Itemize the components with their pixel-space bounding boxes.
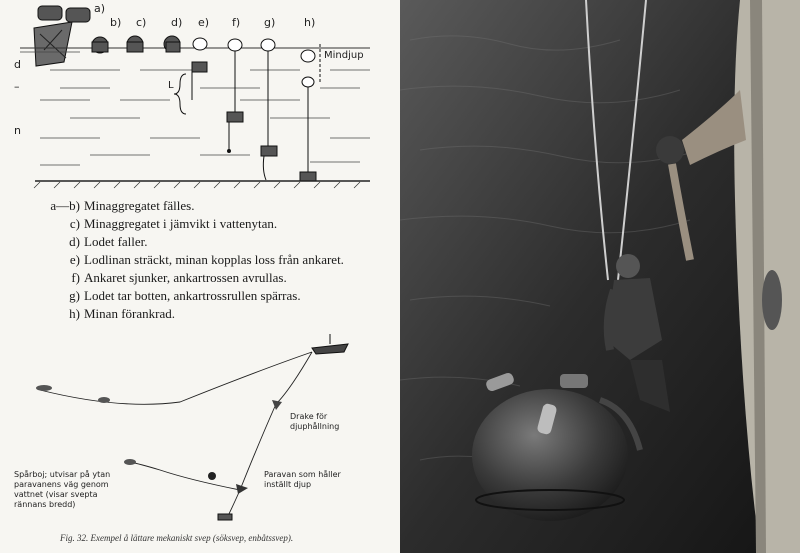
photo-illustration bbox=[400, 0, 800, 553]
legend-key: c) bbox=[69, 216, 80, 231]
drake-icon bbox=[272, 400, 282, 410]
boat-icon bbox=[218, 514, 232, 520]
legend-text: Ankaret sjunker, ankartrossen avrullas. bbox=[84, 270, 287, 285]
mine-photograph bbox=[400, 0, 800, 553]
legend-key: f) bbox=[71, 270, 80, 285]
legend-text: Lodet faller. bbox=[84, 234, 148, 249]
legend-item bbox=[30, 197, 390, 215]
stage-label-h: h) bbox=[304, 16, 316, 29]
ship-icon bbox=[312, 334, 348, 354]
legend-item bbox=[30, 305, 390, 323]
stage-label-c: c) bbox=[136, 16, 147, 29]
legend-text: Minan förankrad. bbox=[84, 306, 175, 321]
marker-buoy-icon bbox=[124, 459, 136, 465]
legend-text: Lodlinan sträckt, minan kopplas loss från ankaret. bbox=[84, 252, 344, 267]
legend-key: d) bbox=[69, 234, 80, 249]
stage-label-d: d) bbox=[171, 16, 183, 29]
stage-label-g: g) bbox=[264, 16, 276, 29]
legend-key: e) bbox=[69, 252, 80, 267]
mine-laying-diagram bbox=[0, 0, 400, 195]
legend-list bbox=[30, 197, 390, 323]
depth-label: Mindjup bbox=[324, 50, 364, 61]
side-mark-dash: – bbox=[14, 80, 20, 93]
legend-text: Minaggregatet i jämvikt i vattenytan. bbox=[84, 216, 278, 231]
legend-item bbox=[30, 251, 390, 269]
side-mark-d: d bbox=[14, 58, 21, 71]
stage-label-b: b) bbox=[110, 16, 122, 29]
legend-key: h) bbox=[69, 306, 80, 321]
legend-item bbox=[30, 233, 390, 251]
legend-text: Minaggregatet fälles. bbox=[84, 198, 195, 213]
paravane-icon bbox=[208, 472, 248, 494]
paravane-label: Paravan som håller inställt djup bbox=[264, 470, 341, 489]
stage-label-a: a) bbox=[94, 2, 106, 15]
legend-item bbox=[30, 287, 390, 305]
legend-item bbox=[30, 215, 390, 233]
legend-key: a—b) bbox=[50, 198, 80, 213]
buoy-label: Spårboj; utvisar på ytan paravanens väg genom vattnet (visar svepta rännans bredd) bbox=[14, 470, 111, 509]
side-mark-n: n bbox=[14, 124, 21, 137]
float-icon bbox=[36, 385, 52, 391]
legend-item bbox=[30, 269, 390, 287]
letter-l: L bbox=[168, 80, 174, 91]
drake-label: Drake för djuphållning bbox=[290, 412, 340, 431]
legend-key: g) bbox=[69, 288, 80, 303]
stage-label-e: e) bbox=[198, 16, 210, 29]
figure-caption: Fig. 32. Exempel å lättare mekaniskt svep (söksvep, enbåtssvep). bbox=[60, 533, 294, 543]
mine-stack-icon bbox=[34, 6, 90, 66]
float-icon bbox=[98, 397, 110, 403]
stage-label-f: f) bbox=[232, 16, 241, 29]
legend-text: Lodet tar botten, ankartrossrullen spärras. bbox=[84, 288, 301, 303]
